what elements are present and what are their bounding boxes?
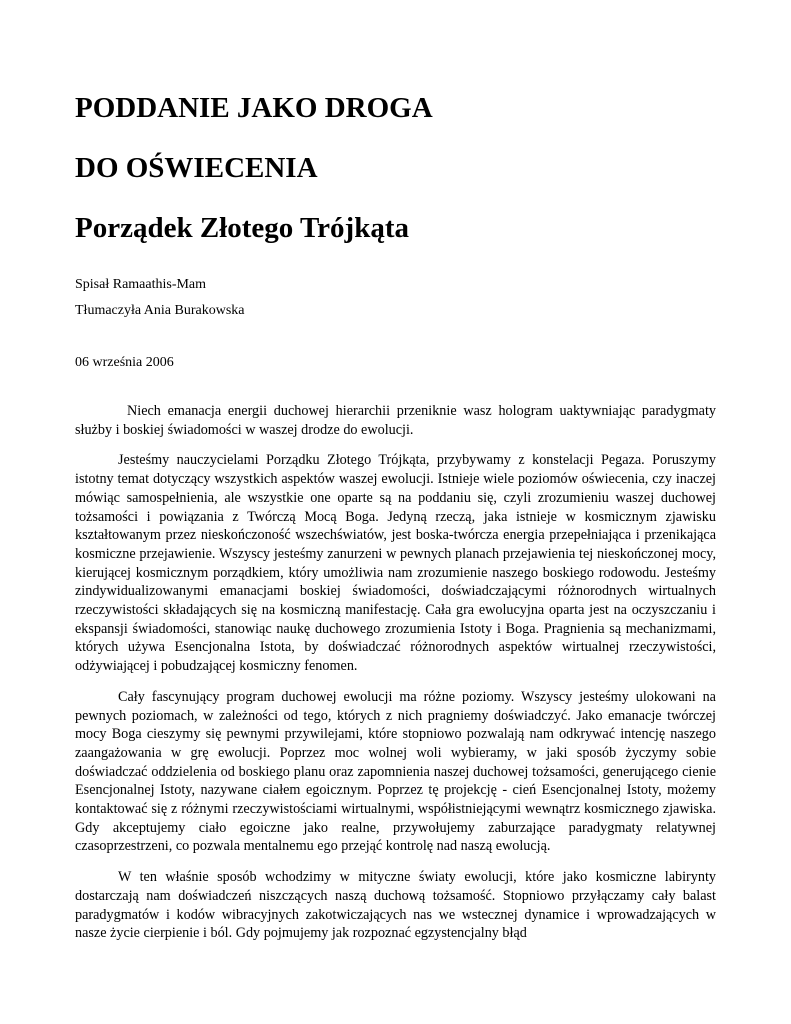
date-line: 06 września 2006 — [75, 355, 174, 370]
paragraph-3: Cały fascynujący program duchowej ewolucji ma różne poziomy. Wszyscy jesteśmy ulokowani na pewnych poziomach, w zależności od tego, których z nich pragniemy doświadczyć. Jako emanacje twórczej mocy Boga cieszymy się pewnymi przywilejami, które stopniowo pozwalają nam odkrywać intencję naszego zaangażowania w grę ewolucji. Poprzez moc wolnej woli wybieramy, w jaki sposób życzymy sobie doświadczać oddzielenia od boskiego planu oraz zapomnienia naszej duchowej tożsamości, generującego cienie Esencjonalnej Istoty, nazywane ciałem egoicznym. Poprzez tę projekcję - cień Esencjonalnej Istoty, możemy kontaktować się z różnymi rzeczywistościami wirtualnymi, współistniejącymi wewnątrz kosmicznego zjawiska. Gdy akceptujemy ciało egoiczne jako realne, przywołujemy zaburzające paradygmaty relatywnej czasoprzestrzeni, co pozwala mentalnemu ego przejąć kontrolę nad naszą ewolucją. — [75, 688, 716, 855]
subtitle: Porządek Złotego Trójkąta — [75, 212, 409, 244]
paragraph-1: Niech emanacja energii duchowej hierarchii przeniknie wasz hologram uaktywniając paradygmaty służby i boskiej świadomości w waszej drodze do ewolucji. — [75, 403, 716, 438]
paragraph-2: Jesteśmy nauczycielami Porządku Złotego Trójkąta, przybywamy z konstelacji Pegaza. Poruszymy istotny temat dotyczący wszystkich aspektów waszej ewolucji. Istnieje wiele poziomów oświecenia, czy inaczej mówiąc samospełnienia, ale wszystkie one oparte są na poddaniu się, czyli zrozumieniu waszej duchowej tożsamości i powiązania z Twórczą Mocą Boga. Jedyną rzeczą, jaka istnieje w kosmicznym zjawisku kształtowanym przez nieskończoność wszechświatów, jest boska-twórcza energia przepełniająca i przenikająca kosmiczne przejawienie. Wszyscy jesteśmy zanurzeni w pewnych planach przejawienia tej nieskończonej mocy, kierującej kosmicznym porządkiem, który umożliwia nam zrozumienie naszego boskiego rodowodu. Jesteśmy zindywidualizowanymi emanacjami boskiej świadomości, doświadczającymi różnorodnych wirtualnych rzeczywistości składających się na kosmiczną manifestację. Cała gra ewolucyjna oparta jest na oczyszczaniu i ekspansji świadomości, stanowiąc naukę duchowego zrozumienia Istoty i Boga. Pragnienia są mechanizmami, których używa Esencjonalna Istota, by doświadczać różnorodnych aspektów wirtualnej rzeczywistości, odżywiającej i pobudzającej kosmiczny fenomen. — [75, 452, 716, 675]
author-line: Spisał Ramaathis-Mam — [75, 277, 207, 292]
title-line-1: PODDANIE JAKO DROGA — [75, 92, 433, 124]
title-line-2: DO OŚWIECENIA — [75, 152, 318, 184]
paragraph-4: W ten właśnie sposób wchodzimy w mityczne światy ewolucji, które jako kosmiczne labirynty dostarczają nam doświadczeń niszczących naszą duchową tożsamość. Stopniowo przyłączamy cały balast paradygmatów i kodów wibracyjnych zakotwiczających nas we wstecznej dynamice i wprowadzających w nasze życie cierpienie i ból. Gdy pojmujemy jak rozpoznać egzystencjalny błąd — [75, 869, 716, 942]
body-text — [75, 402, 716, 955]
translator-line: Tłumaczyła Ania Burakowska — [75, 303, 245, 318]
